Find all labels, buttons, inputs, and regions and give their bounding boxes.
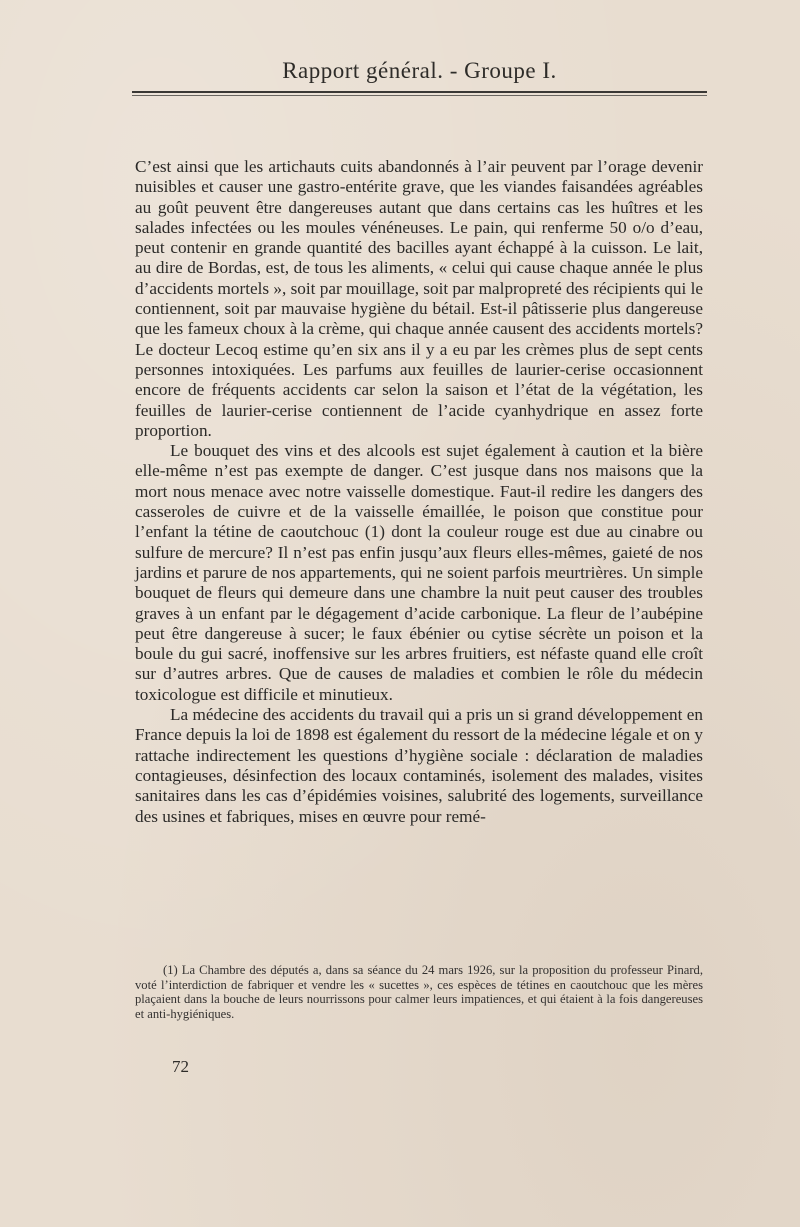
paragraph: C’est ainsi que les artichauts cuits abandonnés à l’air peuvent par l’orage devenir nuisibles et causer une gastro-entérite grave, que les viandes faisandées agréables au goût peuvent être dangereuses autant que dans certains cas les huîtres et les salades infectées ou les moules vénéneuses. Le pain, qui renferme 50 o/o d’eau, peut contenir en grande quantité des bacilles ayant échappé à la cuisson. Le lait, au dire de Bordas, est, de tous les aliments, « celui qui cause chaque année le plus d’accidents mortels », soit par mouillage, soit par malpropreté des récipients qui le contiennent, soit par mauvaise hygiène du bétail. Est-il pâtisserie plus dangereuse que les fameux choux à la crème, qui chaque année causent des accidents mortels? Le docteur Lecoq estime qu’en six ans il y a eu par les crèmes plus de sept cents personnes intoxiquées. Les parfums aux feuilles de laurier-cerise occasionnent encore de fréquents accidents car selon la saison et l’état de la végétation, les feuilles de laurier-cerise contiennent de l’acide cyanhydrique en assez forte proportion. <box>135 157 703 440</box>
paragraph: La médecine des accidents du travail qui a pris un si grand développement en France depuis la loi de 1898 est également du ressort de la médecine légale et on y rattache indirectement les questions d’hygiène sociale : déclaration de maladies contagieuses, désinfection des locaux contaminés, isolement des malades, visites sanitaires dans les cas d’épidémies voisines, salubrité des logements, surveillance des usines et fabriques, mises en œuvre pour remé- <box>135 705 703 826</box>
header-rule-thin <box>132 95 707 96</box>
footnote-text: (1) La Chambre des députés a, dans sa séance du 24 mars 1926, sur la proposition du professeur Pinard, voté l’interdiction de fabriquer et vendre les « sucettes », ces espèces de tétines en caoutchouc que les mères plaçaient dans la bouche de leurs nourrissons pour calmer leurs impatiences, et qui étaient à la fois dangereuses et anti-hygiéniques. <box>135 963 703 1021</box>
footnote <box>135 963 703 1021</box>
paragraph: Le bouquet des vins et des alcools est sujet également à caution et la bière elle-même n’est pas exempte de danger. C’est jusque dans nos maisons que la mort nous menace avec notre vaisselle domestique. Faut-il redire les dangers des casseroles de cuivre et de la vaisselle émaillée, le poison que constitue pour l’enfant la tétine de caoutchouc (1) dont la couleur rouge est due au cinabre ou sulfure de mercure? Il n’est pas enfin jusqu’aux fleurs elles-mêmes, gaieté de nos jardins et parure de nos appartements, qui ne soient parfois meurtrières. Un simple bouquet de fleurs qui demeure dans une chambre la nuit peut causer des troubles graves à un enfant par le dégagement d’acide carbonique. La fleur de l’aubépine peut être dangereuse à sucer; le faux ébénier ou cytise sécrète un poison et la boule du gui sacré, inoffensive sur les arbres fruitiers, est néfaste quand elle croît sur d’autres arbres. Que de causes de maladies et combien le rôle du médecin toxicologue est difficile et minutieux. <box>135 441 703 704</box>
header-rule <box>132 91 707 93</box>
body-text <box>135 157 703 827</box>
page-number: 72 <box>172 1057 189 1076</box>
running-header-title: Rapport général. - Groupe I. <box>282 58 557 83</box>
